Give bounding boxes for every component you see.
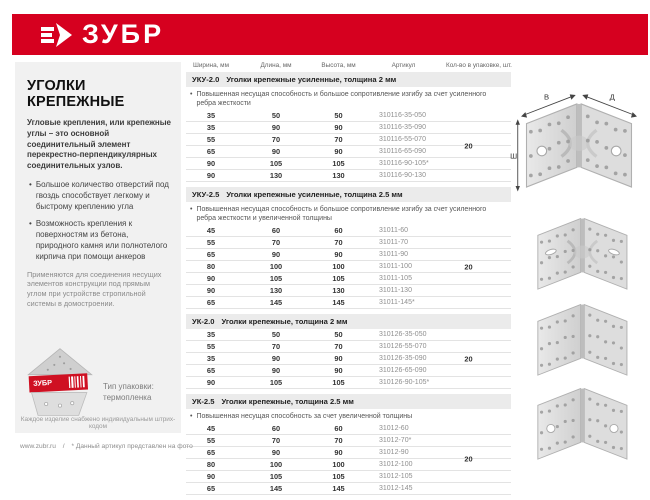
dimension-cell: 90 [206,472,216,482]
dimension-cell: 105 [269,274,283,284]
dimension-cell: 130 [332,171,345,181]
dimension-cell: 90 [206,159,216,169]
dimension-cell: 90 [271,250,281,260]
dimension-cell: 90 [271,123,281,133]
dimension-cell: 145 [269,484,283,494]
zubr-bison-icon [40,21,74,49]
article-cell: 310116-35-090 [379,124,426,132]
svg-text:Д: Д [609,92,615,102]
table-row [186,285,511,297]
section-feature: • Повышенная несущая способность и большое сопротивление изгибу за счет усиленного ребра жесткости и увеличенной толщины [190,205,490,223]
article-cell: 310116-65-090 [379,148,426,156]
article-cell: 310126-35-050 [379,331,427,339]
table-row [186,158,511,170]
section-feature: • Повышенная несущая способность и большое сопротивление изгибу за счет усиленного ребра жесткости [190,90,490,108]
table-section [186,72,511,182]
brand-header-band [12,14,648,55]
article-cell: 31011-130 [379,287,412,295]
dimension-cell: 90 [271,448,281,458]
footer-note: * Данный артикул представлен на фото [71,443,193,450]
article-cell: 310116-35-050 [379,112,426,120]
dimension-cell: 105 [269,472,283,482]
dimension-cell: 100 [269,262,283,272]
product-image-uk-2-5 [515,372,645,457]
column-header: Ширина, мм [193,62,229,69]
packaging-block [23,347,154,417]
package-photo [23,347,97,417]
dimension-cell: 70 [271,342,281,352]
table-row [186,237,511,249]
article-cell: 31012-100 [379,461,413,469]
pack-quantity: 20 [464,354,473,364]
dimension-cell: 90 [271,147,281,157]
article-cell: 31012-145 [379,485,413,493]
dimension-cell: 45 [206,226,216,236]
article-cell: 310126-35-090 [379,355,427,363]
dimension-cell: 60 [271,226,281,236]
column-header: Артикул [391,62,416,69]
dimension-cell: 50 [334,111,343,121]
table-row [186,341,511,353]
dimension-cell: 90 [334,354,343,364]
article-cell: 31011-90 [379,251,409,259]
column-header: Высота, мм [321,62,356,69]
dimension-cell: 90 [206,378,216,388]
table-column-headers [186,62,511,69]
svg-text:Ш: Ш [510,151,518,161]
section-title: УК-2.5 Уголки крепежные, толщина 2.5 мм [186,394,511,409]
dimension-cell: 65 [206,147,216,157]
article-cell: 31011-70 [379,239,409,247]
table-row [186,225,511,237]
dimension-cell: 70 [334,342,343,352]
article-cell: 31011-105 [379,275,412,283]
dimension-cell: 100 [332,460,345,470]
article-cell: 310126-65-090 [379,367,427,375]
dimension-cell: 105 [269,159,283,169]
package-caption: Тип упаковки: термопленка [103,382,154,402]
dimension-cell: 105 [332,472,345,482]
product-image-uk-2-0 [515,288,645,373]
zubr-logo [40,21,164,49]
dimension-cell: 105 [332,159,345,169]
article-cell: 310116-90-105* [379,160,429,168]
column-header: Кол-во в упаковке, шт. [446,62,512,69]
dimension-cell: 55 [206,135,216,145]
dimension-cell: 70 [334,436,343,446]
dimension-cell: 50 [271,111,281,121]
dimension-cell: 130 [269,286,283,296]
article-cell: 310126-90-105* [379,379,430,387]
dimension-cell: 90 [334,448,343,458]
article-cell: 310116-90-130 [379,172,426,180]
dimension-cell: 130 [269,171,283,181]
dimension-cell: 65 [206,366,216,376]
application-note: Применяются для соединения несущих элементов конструкции под прямым углом при устройстве стропильной системы в домостроении. [27,269,162,309]
dimension-cell: 60 [334,424,343,434]
article-cell: 31012-105 [379,473,413,481]
footer [20,443,193,450]
dimension-cell: 90 [334,147,343,157]
dimension-cell: 65 [206,250,216,260]
section-title: УКУ-2.5 Уголки крепежные усиленные, толщина 2.5 мм [186,187,511,202]
dimension-cell: 60 [271,424,281,434]
dimension-cell: 90 [334,123,343,133]
dimension-cell: 90 [206,286,216,296]
table-row [186,329,511,341]
dimension-cell: 65 [206,298,216,308]
dimension-cell: 90 [206,274,216,284]
table-row [186,249,511,261]
pack-quantity: 20 [464,454,473,464]
table-section [186,314,511,389]
table-section [186,187,511,309]
dimension-cell: 100 [269,460,283,470]
section-feature: • Повышенная несущая способность за счет увеличенной толщины [190,412,490,421]
sidebar [15,62,181,433]
dimension-cell: 50 [334,330,343,340]
dimension-cell: 50 [271,330,281,340]
dimension-cell: 90 [206,171,216,181]
section-title: УКУ-2.0 Уголки крепежные усиленные, толщина 2 мм [186,72,511,87]
dimension-cell: 90 [334,250,343,260]
table-row [186,122,511,134]
table-row [186,110,511,122]
table-section [186,394,511,495]
table-row [186,273,511,285]
dimension-cell: 55 [206,436,216,446]
article-cell: 31012-90 [379,449,409,457]
column-header: Длина, мм [260,62,292,69]
dimension-cell: 145 [332,298,345,308]
dimension-cell: 35 [206,330,216,340]
article-cell: 310126-55-070 [379,343,427,351]
dimension-cell: 45 [206,424,216,434]
dimension-cell: 80 [206,262,216,272]
article-cell: 31011-145* [379,299,415,307]
article-cell: 31012-60 [379,425,409,433]
dimension-cell: 65 [206,484,216,494]
article-cell: 310116-55-070 [379,136,426,144]
product-image-uku-2-0 [510,72,645,207]
table-row [186,435,511,447]
dimension-cell: 90 [271,366,281,376]
table-row [186,297,511,309]
feature-item: • Большое количество отверстий под гвоздь способствует легкому и быстрому креплению угла [27,180,171,212]
table-row [186,483,511,495]
svg-text:ЗУБР: ЗУБР [32,377,53,388]
product-image-uku-2-5 [515,202,645,287]
dimension-cell: 70 [271,238,281,248]
dimension-cell: 90 [271,354,281,364]
table-row [186,423,511,435]
footer-separator: / [62,443,65,450]
table-row [186,170,511,182]
dimension-cell: 70 [271,135,281,145]
dimension-cell: 55 [206,342,216,352]
barcode-note: Каждое изделие снабжено индивидуальным штрих-кодом [20,416,176,430]
dimension-cell: 145 [332,484,345,494]
dimension-cell: 105 [332,378,345,388]
dimension-cell: 55 [206,238,216,248]
dimension-cell: 35 [206,123,216,133]
pack-quantity: 20 [464,141,473,151]
dimension-cell: 35 [206,354,216,364]
dimension-cell: 70 [334,238,343,248]
pack-quantity: 20 [464,262,473,272]
table-row [186,471,511,483]
table-row [186,365,511,377]
dimension-cell: 80 [206,460,216,470]
page-title: УГОЛКИ КРЕПЕЖНЫЕ [27,78,125,110]
table-row [186,377,511,389]
site-url: www.zubr.ru [20,443,56,450]
article-cell: 31011-60 [379,227,409,235]
svg-text:В: В [544,92,550,102]
dimension-cell: 35 [206,111,216,121]
dimension-cell: 100 [332,262,345,272]
spec-table [186,62,511,500]
article-cell: 31012-70* [379,437,412,445]
dimension-cell: 60 [334,226,343,236]
feature-item: • Возможность крепления к поверхностям из бетона, природного камня или полнотелого кирпича при помощи анкеров [27,219,171,262]
dimension-cell: 145 [269,298,283,308]
article-cell: 31011-100 [379,263,412,271]
brand-name: ЗУБР [82,19,165,49]
dimension-cell: 105 [332,274,345,284]
feature-list [27,180,171,263]
section-title: УК-2.0 Уголки крепежные, толщина 2 мм [186,314,511,329]
dimension-cell: 70 [334,135,343,145]
dimension-cell: 90 [334,366,343,376]
dimension-cell: 65 [206,448,216,458]
intro-text: Угловые крепления, или крепежные углы – это основной соединительный элемент перекрестно-перпендикулярных соединительных узлов. [27,118,171,171]
dimension-cell: 105 [269,378,283,388]
dimension-cell: 130 [332,286,345,296]
dimension-cell: 70 [271,436,281,446]
